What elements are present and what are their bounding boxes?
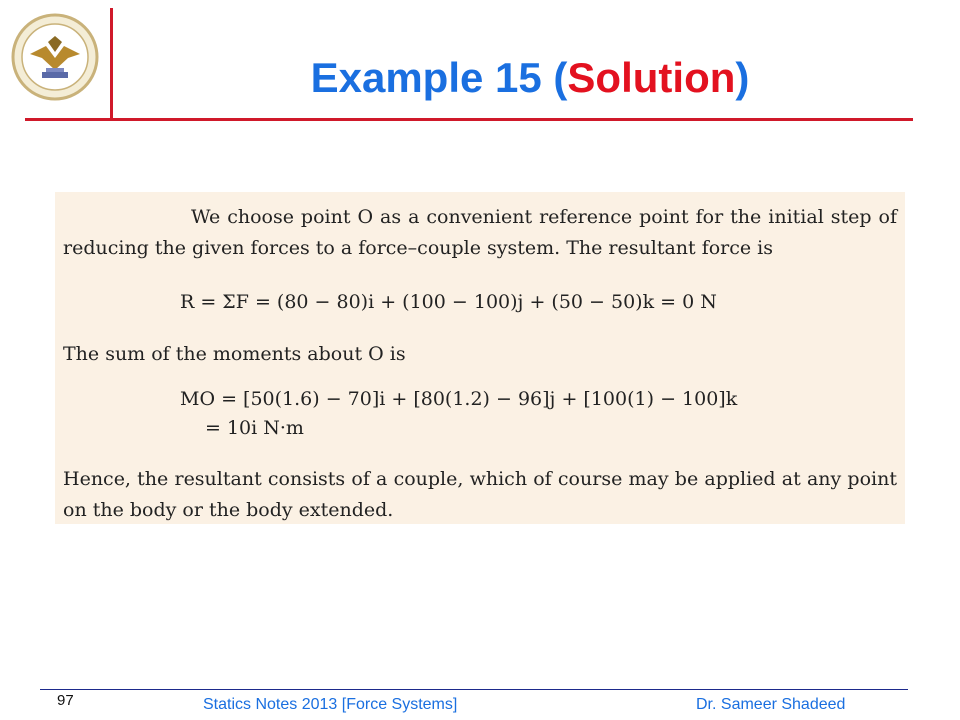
title-prefix: Example 15 ( <box>310 54 568 101</box>
page-number: 97 <box>57 692 74 709</box>
moment-equation: MO = [50(1.6) − 70]i + [80(1.2) − 96]j + [100(1) − 100]k <box>180 388 738 410</box>
solution-paragraph-1: We choose point O as a convenient reference point for the initial step of reducing the given forces to a force–couple system. The resultant force is <box>63 206 897 259</box>
solution-paragraph-2: The sum of the moments about O is <box>63 343 406 365</box>
header-horizontal-rule <box>25 118 913 121</box>
header-vertical-rule <box>110 8 113 120</box>
moment-result: = 10i N·m <box>205 417 304 439</box>
title-accent: Solution <box>567 54 736 101</box>
footer-rule <box>40 689 908 690</box>
slide-title <box>120 50 940 106</box>
footer-course-title: Statics Notes 2013 [Force Systems] <box>203 696 458 713</box>
title-suffix: ) <box>735 54 750 101</box>
footer-author: Dr. Sameer Shadeed <box>696 696 846 713</box>
university-seal-icon <box>10 12 100 102</box>
resultant-force-equation: R = ΣF = (80 − 80)i + (100 − 100)j + (50 − 50)k = 0 N <box>180 291 717 313</box>
solution-paragraph-3: Hence, the resultant consists of a couple, which of course may be applied at any point on the body or the body extended. <box>63 468 897 521</box>
solution-panel <box>55 192 905 524</box>
